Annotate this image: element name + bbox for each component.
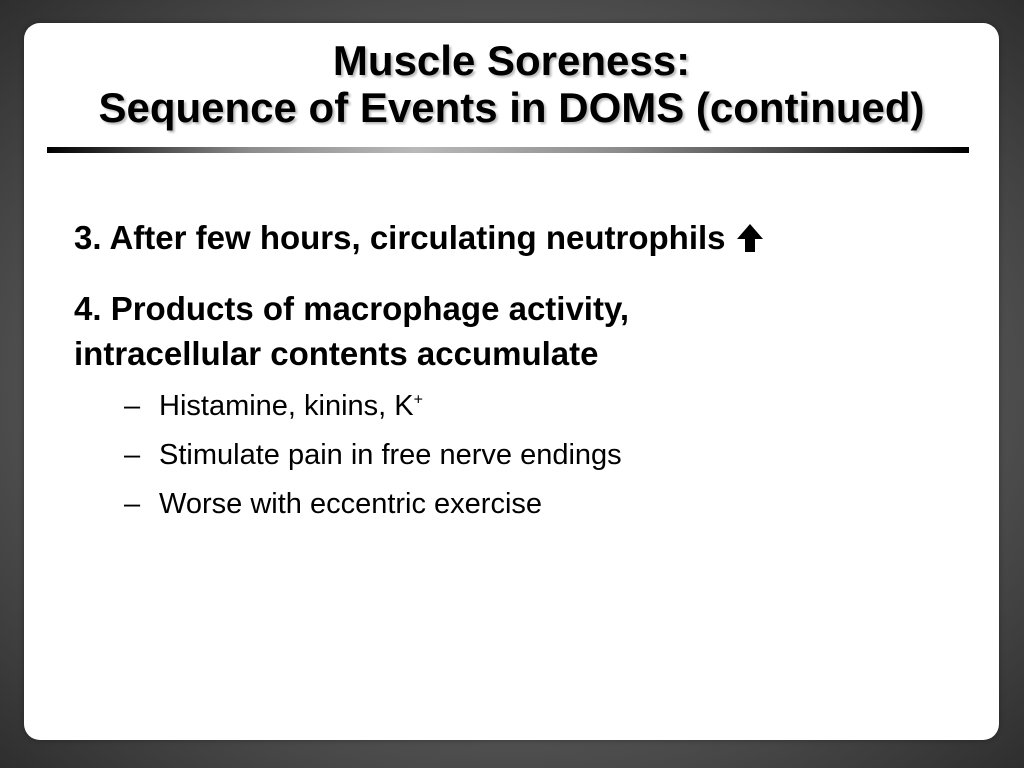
sub-bullet-item xyxy=(124,480,954,529)
sub-bullet-list xyxy=(74,382,954,529)
title-line-1: Muscle Soreness: xyxy=(332,37,691,84)
up-arrow-icon xyxy=(736,223,764,253)
point-4-line-1: 4. Products of macrophage activity, xyxy=(74,290,630,327)
sub-bullet-item xyxy=(124,382,954,431)
point-4 xyxy=(74,286,954,376)
point-3 xyxy=(74,215,954,260)
title-line-2: Sequence of Events in DOMS (continued) xyxy=(98,84,925,131)
superscript-plus: + xyxy=(413,391,423,409)
point-3-text: 3. After few hours, circulating neutrophils xyxy=(74,219,726,256)
slide-body xyxy=(74,215,954,529)
dash-bullet-icon: – xyxy=(124,488,141,520)
title-divider xyxy=(47,147,969,153)
sub-bullet-text: Stimulate pain in free nerve endings xyxy=(159,439,622,471)
sub-bullet-item xyxy=(124,431,954,480)
sub-bullet-text: Worse with eccentric exercise xyxy=(159,488,543,520)
point-4-line-2: intracellular contents accumulate xyxy=(74,335,599,372)
slide-title xyxy=(24,37,999,131)
sub-bullet-text-main: Histamine, kinins, K xyxy=(159,390,414,422)
dash-bullet-icon: – xyxy=(124,390,141,422)
slide xyxy=(24,23,999,740)
dash-bullet-icon: – xyxy=(124,439,141,471)
sub-bullet-text xyxy=(159,382,423,431)
